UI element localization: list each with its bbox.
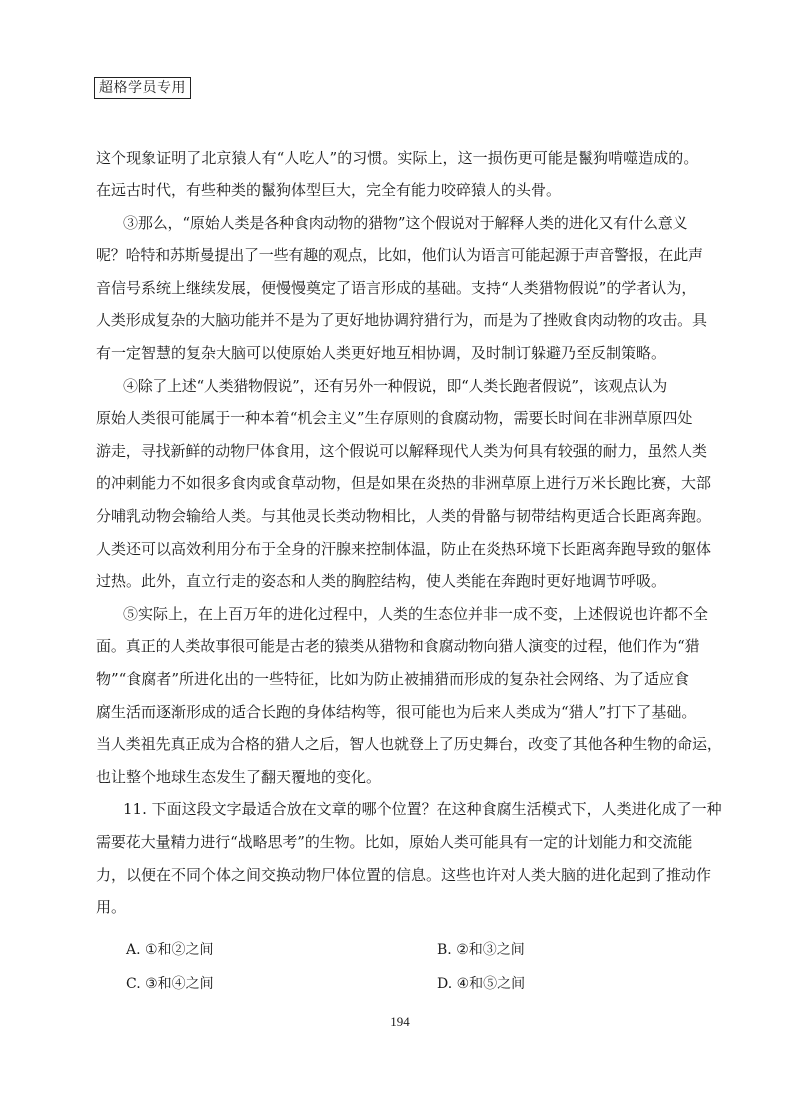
text-line: 分哺乳动物会输给人类。与其他灵长类动物相比，人类的骨骼与韧带结构更适合长距离奔跑。 xyxy=(96,507,712,525)
text-line: 这个现象证明了北京猿人有“人吃人”的习惯。实际上，这一损伤更可能是鬣狗啃噬造成的。 xyxy=(96,149,699,167)
question-stem: 11. 下面这段文字最适合放在文章的哪个位置？在这种食腐生活模式下，人类进化成了一种 xyxy=(123,800,722,818)
text-line: 人类还可以高效利用分布于全身的汗腺来控制体温，防止在炎热环境下长距离奔跑导致的躯体 xyxy=(96,540,712,558)
paragraph-5-start: ⑤实际上，在上百万年的进化过程中，人类的生态位并非一成不变，上述假说也许都不全 xyxy=(123,605,709,623)
header-badge: 超格学员专用 xyxy=(94,77,191,99)
text-line: 过热。此外，直立行走的姿态和人类的胸腔结构，使人类能在奔跑时更好地调节呼吸。 xyxy=(96,572,667,590)
page-number: 194 xyxy=(390,1014,410,1029)
text-line: 物”“食腐者”所进化出的一些特征，比如为防止被捕猎而形成的复杂社会网络、为了适应食 xyxy=(96,670,690,688)
text-line: 当人类祖先真正成为合格的猎人之后，智人也就登上了历史舞台，改变了其他各种生物的命运， xyxy=(96,735,722,753)
text-line: 游走，寻找新鲜的动物尸体食用，这个假说可以解释现代人类为何具有较强的耐力，虽然人类 xyxy=(96,442,707,460)
option-a: A. ①和②之间 xyxy=(126,942,214,958)
option-b: B. ②和③之间 xyxy=(437,942,525,958)
option-c: C. ③和④之间 xyxy=(126,976,214,992)
text-line: 也让整个地球生态发生了翻天覆地的变化。 xyxy=(96,768,382,786)
text-line: 力，以便在不同个体之间交换动物尸体位置的信息。这些也许对人类大脑的进化起到了推动作 xyxy=(96,866,712,884)
text-line: 面。真正的人类故事很可能是古老的猿类从猎物和食腐动物向猎人演变的过程，他们作为“猎 xyxy=(96,637,700,655)
paragraph-4-start: ④除了上述“人类猎物假说”，还有另外一种假说，即“人类长跑者假说”，该观点认为 xyxy=(123,377,667,395)
text-line: 呢？哈特和苏斯曼提出了一些有趣的观点，比如，他们认为语言可能起源于声音警报，在此声 xyxy=(96,246,703,264)
text-line: 需要花大量精力进行“战略思考”的生物。比如，原始人类可能具有一定的计划能力和交流能 xyxy=(96,833,693,851)
text-line: 音信号系统上继续发展，便慢慢奠定了语言形成的基础。支持“人类猎物假说”的学者认为， xyxy=(96,279,697,297)
text-line: 原始人类很可能属于一种本着“机会主义”生存原则的食腐动物，需要长时间在非洲草原四处 xyxy=(96,409,693,427)
text-line: 人类形成复杂的大脑功能并不是为了更好地协调狩猎行为，而是为了挫败食肉动物的攻击。具 xyxy=(96,311,707,329)
text-line: 在远古时代，有些种类的鬣狗体型巨大，完全有能力咬碎猿人的头骨。 xyxy=(96,181,562,199)
text-line: 的冲刺能力不如很多食肉或食草动物，但是如果在炎热的非洲草原上进行万米长跑比赛，大部 xyxy=(96,474,712,492)
text-line: 用。 xyxy=(96,898,127,916)
text-line: 腐生活而逐渐形成的适合长跑的身体结构等，很可能也为后来人类成为“猎人”打下了基础。 xyxy=(96,703,697,721)
paragraph-3-start: ③那么，“原始人类是各种食肉动物的猎物”这个假说对于解释人类的进化又有什么意义 xyxy=(123,214,688,232)
text-line: 有一定智慧的复杂大脑可以使原始人类更好地互相协调，及时制订躲避乃至反制策略。 xyxy=(96,344,667,362)
option-d: D. ④和⑤之间 xyxy=(437,976,526,992)
